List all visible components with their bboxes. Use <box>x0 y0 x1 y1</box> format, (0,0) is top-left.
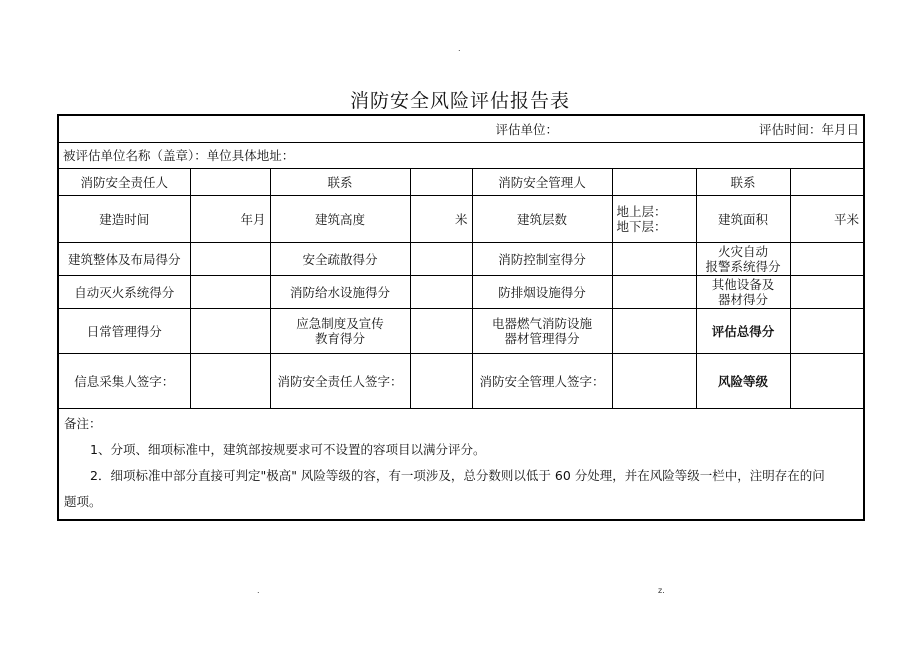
equipment-management-label-line1: 电器燃气消防设施 <box>492 315 593 331</box>
floors-below-label: 地下层： <box>616 218 667 234</box>
building-floors-field[interactable] <box>612 195 696 242</box>
evacuation-score-label: 安全疏散得分 <box>270 242 410 275</box>
signature-row <box>58 353 864 408</box>
assessment-form-table <box>57 114 865 521</box>
other-equipment-score-field[interactable] <box>790 275 864 308</box>
emergency-education-label-line2: 教育得分 <box>314 330 365 346</box>
risk-level-label: 风险等级 <box>696 353 790 408</box>
control-room-score-label: 消防控制室得分 <box>472 242 612 275</box>
building-floors-label: 建筑层数 <box>472 195 612 242</box>
score-row-2 <box>58 275 864 308</box>
page-mark-bottom-right: z. <box>658 586 665 595</box>
contact-field-2[interactable] <box>790 168 864 195</box>
note-2-line1: 2．细项标准中部分直接可判定"极高" 风险等级的容，有一项涉及，总分数则以低于 60 分处理，并在风险等级一栏中，注明存在的问 <box>90 467 825 483</box>
page-mark-bottom-left: . <box>257 586 260 595</box>
equipment-management-label-line2: 器材管理得分 <box>504 330 580 346</box>
collector-signature-label: 信息采集人签字： <box>58 353 190 408</box>
note-1: 1、分项、细项标准中，建筑部按规要求可不设置的容项目以满分评分。 <box>90 441 486 457</box>
smoke-exhaust-score-label: 防排烟设施得分 <box>472 275 612 308</box>
build-time-label: 建造时间 <box>58 195 190 242</box>
manager-signature-label: 消防安全管理人签字： <box>472 353 612 408</box>
risk-level-field[interactable] <box>790 353 864 408</box>
fire-manager-field[interactable] <box>612 168 696 195</box>
score-row-1 <box>58 242 864 275</box>
layout-score-field[interactable] <box>190 242 270 275</box>
other-equipment-label-line2: 器材得分 <box>718 291 769 307</box>
building-height-label: 建筑高度 <box>270 195 410 242</box>
contact-field-1[interactable] <box>410 168 472 195</box>
other-equipment-label-line1: 其他设备及 <box>711 276 775 292</box>
total-score-label: 评估总得分 <box>696 308 790 353</box>
smoke-exhaust-score-field[interactable] <box>612 275 696 308</box>
manager-signature-field[interactable] <box>612 353 696 408</box>
contact-label-2: 联系 <box>696 168 790 195</box>
alarm-system-label-line2: 报警系统得分 <box>705 258 781 274</box>
water-supply-score-label: 消防给水设施得分 <box>270 275 410 308</box>
score-row-3 <box>58 308 864 353</box>
equipment-management-score-label <box>472 308 612 353</box>
document-title: 消防安全风险评估报告表 <box>349 90 570 112</box>
build-time-field[interactable]: 年月 <box>190 195 270 242</box>
page-mark-top: . <box>458 44 461 53</box>
collector-signature-field[interactable] <box>190 353 270 408</box>
building-row <box>58 195 864 242</box>
equipment-management-score-field[interactable] <box>612 308 696 353</box>
auto-extinguish-score-field[interactable] <box>190 275 270 308</box>
contacts-row <box>58 168 864 195</box>
alarm-system-score-field[interactable] <box>790 242 864 275</box>
water-supply-score-field[interactable] <box>410 275 472 308</box>
notes-cell <box>58 408 864 520</box>
fire-responsible-label: 消防安全责任人 <box>58 168 190 195</box>
header-row <box>58 115 864 142</box>
note-2-line2: 题项。 <box>64 493 102 509</box>
other-equipment-score-label <box>696 275 790 308</box>
total-score-field[interactable] <box>790 308 864 353</box>
alarm-system-score-label <box>696 242 790 275</box>
emergency-education-label-line1: 应急制度及宣传 <box>296 315 384 331</box>
emergency-education-score-label <box>270 308 410 353</box>
daily-management-score-field[interactable] <box>190 308 270 353</box>
alarm-system-label-line1: 火灾自动 <box>718 243 769 259</box>
daily-management-score-label: 日常管理得分 <box>58 308 190 353</box>
control-room-score-field[interactable] <box>612 242 696 275</box>
auto-extinguish-score-label: 自动灭火系统得分 <box>58 275 190 308</box>
assessment-time-label: 评估时间：年月日 <box>612 115 864 142</box>
responsible-signature-field[interactable] <box>410 353 472 408</box>
floors-above-label: 地上层： <box>616 203 667 219</box>
fire-manager-label: 消防安全管理人 <box>472 168 612 195</box>
building-area-label: 建筑面积 <box>696 195 790 242</box>
contact-label-1: 联系 <box>270 168 410 195</box>
building-area-field[interactable]: 平米 <box>790 195 864 242</box>
assessment-unit-label: 评估单位： <box>58 115 612 142</box>
notes-label: 备注： <box>64 415 102 431</box>
assessed-unit-label: 被评估单位名称（盖章）：单位具体地址： <box>58 142 864 168</box>
emergency-education-score-field[interactable] <box>410 308 472 353</box>
fire-responsible-field[interactable] <box>190 168 270 195</box>
evacuation-score-field[interactable] <box>410 242 472 275</box>
unit-row <box>58 142 864 168</box>
responsible-signature-label: 消防安全责任人签字： <box>270 353 410 408</box>
building-height-field[interactable]: 米 <box>410 195 472 242</box>
layout-score-label: 建筑整体及布局得分 <box>58 242 190 275</box>
notes-row <box>58 408 864 520</box>
